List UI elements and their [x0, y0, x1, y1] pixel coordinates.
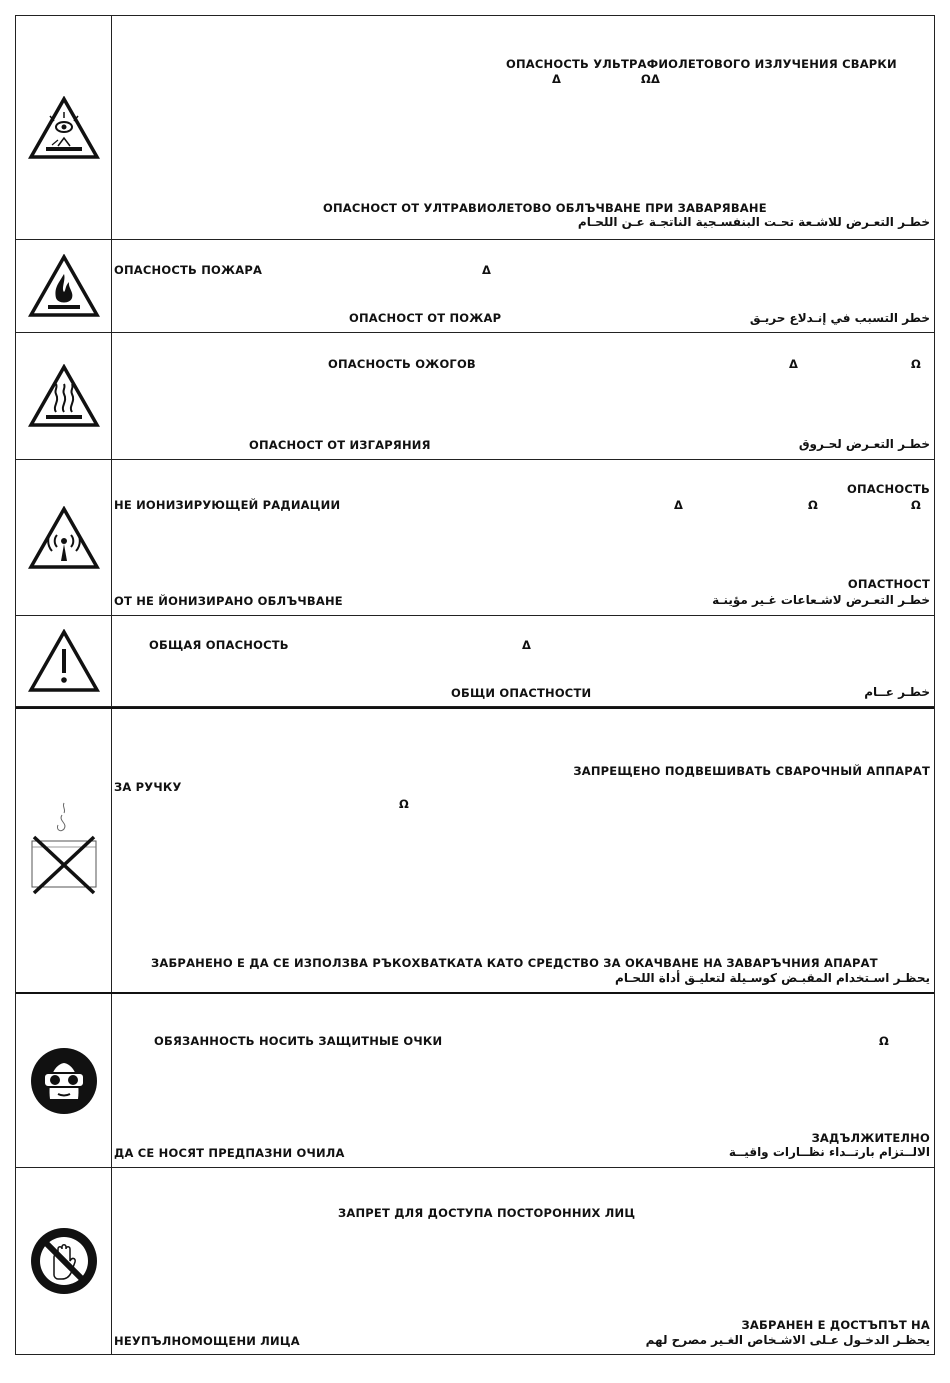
row-non-ionizing-radiation: [16, 460, 934, 616]
wear-goggles-icon: [30, 1047, 98, 1115]
arabic-text: خطـر التعـرض للاشـعة تحـت البنفسـجية الناتجـة عـن اللحـام: [577, 215, 930, 229]
bulgarian-text: ОБЩИ ОПАСТНОСТИ: [451, 686, 592, 700]
russian-text: ОБЩАЯ ОПАСНОСТЬ: [149, 638, 289, 652]
icon-cell: [16, 994, 112, 1167]
symbol-omega: Ω: [399, 797, 409, 811]
russian-title: ЗАПРЕЩЕНО ПОДВЕШИВАТЬ СВАРОЧНЫЙ АППАРАТ: [573, 764, 930, 778]
row-burns: [16, 333, 934, 460]
arabic-text: خطر التسبب في إنـدلاع حريـق: [749, 311, 930, 325]
hot-surface-warning-icon: [28, 364, 100, 428]
russian-title: ОПАСНОСТЬ: [847, 482, 930, 496]
russian-text: ОПАСНОСТЬ ПОЖАРА: [114, 263, 263, 277]
bulgarian-title: ЗАБРАНЕН Е ДОСТЪПЪТ НА: [741, 1318, 930, 1332]
symbol-omega: Ω: [911, 357, 921, 371]
bulgarian-text: ОТ НЕ ЙОНИЗИРАНО ОБЛЪЧВАНЕ: [114, 594, 343, 608]
icon-cell: [16, 333, 112, 459]
icon-cell: [16, 460, 112, 615]
russian-text: ОПАСНОСТЬ ОЖОГОВ: [328, 357, 476, 371]
bulgarian-title: ЗАДЪЛЖИТЕЛНО: [811, 1131, 930, 1145]
arabic-text: الالــتزام بارتــداء نظــارات واقيــة: [728, 1145, 930, 1159]
bulgarian-text: ЗАБРАНЕНО Е ДА СЕ ИЗПОЛЗВА РЪКОХВАТКАТА КАТО СРЕДСТВО ЗА ОКАЧВАНЕ НА ЗАВАРЪЧНИЯ АПАРАТ: [151, 956, 878, 970]
symbol-omega: Ω: [879, 1034, 889, 1048]
row-uv-radiation: [16, 16, 934, 240]
symbol-omega-delta: ΩΔ: [641, 72, 661, 86]
row-no-access: [16, 1168, 934, 1354]
row-wear-goggles: [16, 994, 934, 1168]
symbol-omega: Ω: [911, 498, 921, 512]
general-warning-icon: [28, 629, 100, 693]
arabic-text: خطـر التعـرض لاشـعاعات غـير مؤينـة: [712, 593, 930, 607]
arabic-text: يحظـر اسـتخدام المقبـض كوسـيلة لتعليـق أداة اللحـام: [615, 971, 930, 985]
bulgarian-text: ОПАСНОСТ ОТ ИЗГАРЯНИЯ: [249, 438, 431, 452]
safety-symbols-table: [15, 15, 935, 1355]
russian-text: НЕ ИОНИЗИРУЮЩЕЙ РАДИАЦИИ: [114, 498, 341, 512]
row-no-hanging: [16, 707, 934, 994]
bulgarian-text: НЕУПЪЛНОМОЩЕНИ ЛИЦА: [114, 1334, 300, 1348]
icon-cell: [16, 616, 112, 706]
russian-text: ЗА РУЧКУ: [114, 780, 182, 794]
row-fire: [16, 240, 934, 333]
icon-cell: [16, 240, 112, 332]
symbol-delta: Δ: [674, 498, 684, 512]
bulgarian-text: ДА СЕ НОСЯТ ПРЕДПАЗНИ ОЧИЛА: [114, 1146, 345, 1160]
symbol-delta: Δ: [552, 72, 562, 86]
uv-radiation-warning-icon: [28, 96, 100, 160]
bulgarian-title: ОПАСТНОСТ: [847, 577, 930, 591]
non-ionizing-radiation-warning-icon: [28, 506, 100, 570]
bulgarian-text: ОПАСНОСТ ОТ УЛТРАВИОЛЕТОВО ОБЛЪЧВАНЕ ПРИ ЗАВАРЯВАНЕ: [323, 201, 767, 215]
symbol-delta: Δ: [789, 357, 799, 371]
symbol-delta: Δ: [522, 638, 532, 652]
bulgarian-text: ОПАСНОСТ ОТ ПОЖАР: [349, 311, 502, 325]
no-unauthorized-access-icon: [30, 1227, 98, 1295]
symbol-delta: Δ: [482, 263, 492, 277]
russian-text: ЗАПРЕТ ДЛЯ ДОСТУПА ПОСТОРОННИХ ЛИЦ: [338, 1206, 636, 1220]
symbol-omega: Ω: [808, 498, 818, 512]
arabic-text: يحظـر الدخـول عـلى الاشـخاص الغـير مصرح لهم: [645, 1333, 930, 1347]
arabic-text: خطـر عــام: [864, 685, 930, 699]
russian-text: ОБЯЗАННОСТЬ НОСИТЬ ЗАЩИТНЫЕ ОЧКИ: [154, 1034, 443, 1048]
no-hanging-by-handle-icon: [28, 801, 100, 901]
fire-warning-icon: [28, 254, 100, 318]
icon-cell: [16, 1168, 112, 1354]
icon-cell: [16, 16, 112, 239]
row-general-danger: [16, 616, 934, 707]
icon-cell: [16, 709, 112, 992]
arabic-text: خطـر التعـرض لحـروق: [798, 437, 930, 451]
russian-text: ОПАСНОСТЬ УЛЬТРАФИОЛЕТОВОГО ИЗЛУЧЕНИЯ СВАРКИ: [506, 57, 897, 71]
